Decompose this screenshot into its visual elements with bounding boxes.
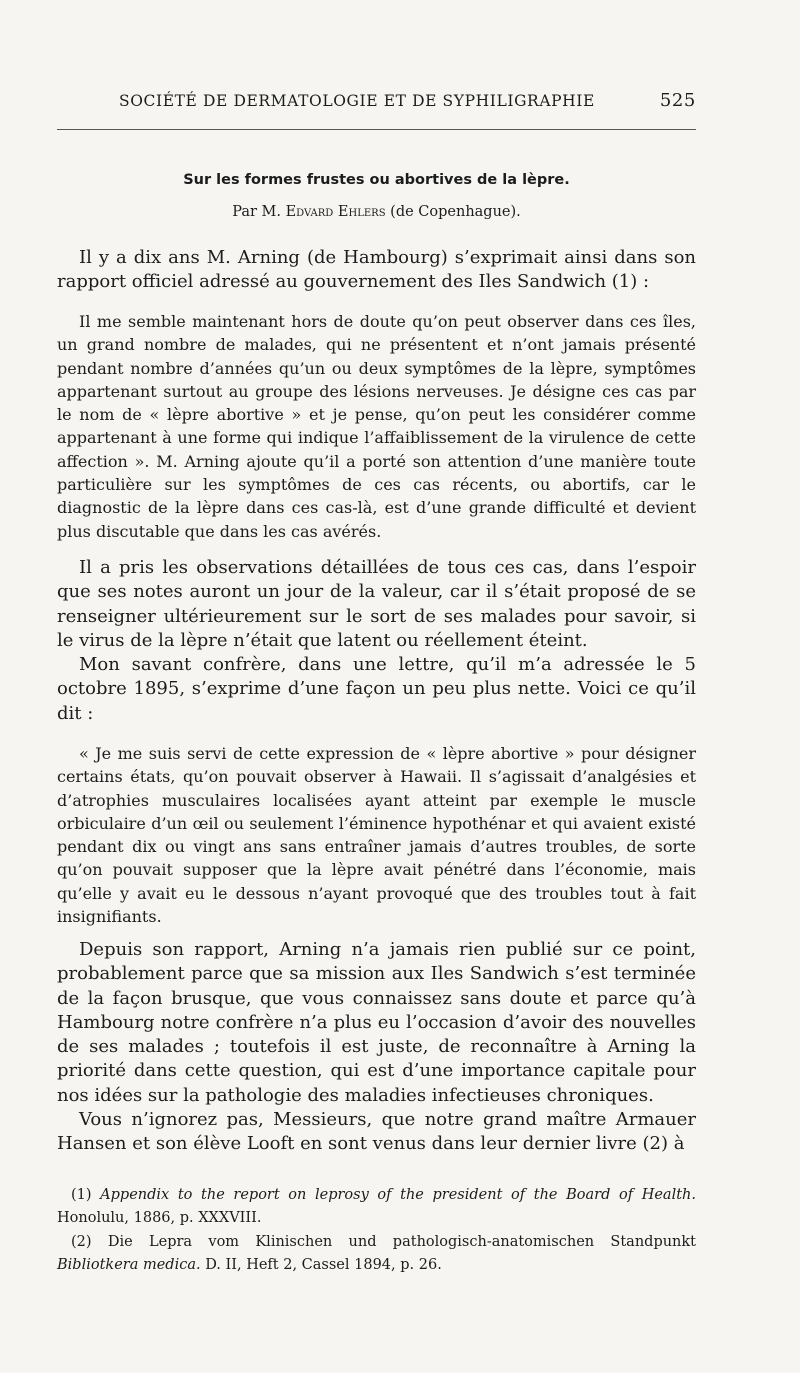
byline-suffix: (de Copenhague). [390,204,521,220]
quote-1-block [57,310,696,543]
footnote-1-marker: (1) [71,1187,92,1203]
paragraph-4-block [57,938,696,1157]
header-rule [57,129,696,130]
paragraph-2-block [57,556,696,726]
article-byline [57,204,696,220]
running-header [57,90,696,116]
article-title: Sur les formes frustes ou abortives de la lèpre. [183,172,570,188]
author-name: Edvard Ehlers [285,204,386,220]
footnote-2-text: Die Lepra vom Klinischen und pathologisch-anatomischen Standpunkt [107,1233,697,1250]
footnote-1-title: Appendix to the report on leprosy of the president of the Board of Health. [100,1187,696,1203]
paragraph-3: Mon savant confrère, dans une lettre, qu’il m’a adressée le 5 octobre 1895, s’exprime d’une façon un peu plus nette. Voici ce qu’il dit : [57,654,696,724]
paragraph-1-block [57,246,696,295]
footnotes [57,1184,696,1277]
byline-prefix: Par M. [232,204,281,220]
paragraph-1: Il y a dix ans M. Arning (de Hambourg) s’exprimait ainsi dans son rapport officiel adressé au gouvernement des Iles Sandwich (1) : [57,247,696,293]
quote-1: Il me semble maintenant hors de doute qu’on peut observer dans ces îles, un grand nombre de malades, qui ne présentent et n’ont jamais présenté pendant nombre d’années qu’un ou deux symptômes de la lèpre, symptômes appartenant surtout au groupe des lésions nerveuses. Je désigne ces cas par le nom de « lèpre abortive » et je pense, qu’on peut les considérer comme appartenant à une forme qui indique l’affaiblissement de la virulence de cette affection ». M. Arning ajoute qu’il a porté son attention d’une manière toute particulière sur les symptômes de ces cas récents, ou abortifs, car le diagnostic de la lèpre dans ces cas-là, est d’une grande difficulté et devient plus discutable que dans les cas avérés. [57,312,696,541]
page-number: 525 [659,90,696,111]
footnote-2-series: Bibliotkera medica. [57,1256,201,1273]
footnote-1 [57,1184,696,1231]
paragraph-2: Il a pris les observations détaillées de tous ces cas, dans l’espoir que ses notes auront un jour de la valeur, car il s’était proposé de se renseigner ultérieurement sur le sort de ses malades pour savoir, si le virus de la lèpre n’était que latent ou réellement éteint. [57,557,696,651]
footnote-2-rest: D. II, Heft 2, Cassel 1894, p. 26. [205,1256,442,1273]
footnote-1-rest: Honolulu, 1886, p. XXXVIII. [57,1210,262,1227]
footnote-2-marker: (2) [71,1233,92,1250]
quote-2-block [57,742,696,928]
paragraph-5: Vous n’ignorez pas, Messieurs, que notre grand maître Armauer Hansen et son élève Looft en sont venus dans leur dernier livre (2) à [57,1109,696,1155]
paragraph-4: Depuis son rapport, Arning n’a jamais rien publié sur ce point, probablement parce que sa mission aux Iles Sandwich s’est terminée de la façon brusque, que vous connaissez sans doute et parce qu’à Hambourg notre confrère n’a plus eu l’occasion d’avoir des nouvelles de ses malades ; toutefois il est juste, de reconnaître à Arning la priorité dans cette question, qui est d’une importance capitale pour nos idées sur la pathologie des maladies infectieuses chroniques. [57,939,696,1106]
quote-2: « Je me suis servi de cette expression de « lèpre abortive » pour désigner certains états, qu’on pouvait observer à Hawaii. Il s’agissait d’analgésies et d’atrophies musculaires localisées ayant atteint par exemple le muscle orbiculaire d’un œil ou seulement l’éminence hypothénar et qui avaient existé pendant dix ou vingt ans sans entraîner jamais d’autres troubles, de sorte qu’on pouvait supposer que la lèpre avait pénétré dans l’économie, mais qu’elle y avait eu le dessous n’ayant provoqué que des troubles tout à fait insignifiants. [57,744,696,927]
footnote-2 [57,1231,696,1278]
running-title: SOCIÉTÉ DE DERMATOLOGIE ET DE SYPHILIGRAPHIE [119,92,595,110]
